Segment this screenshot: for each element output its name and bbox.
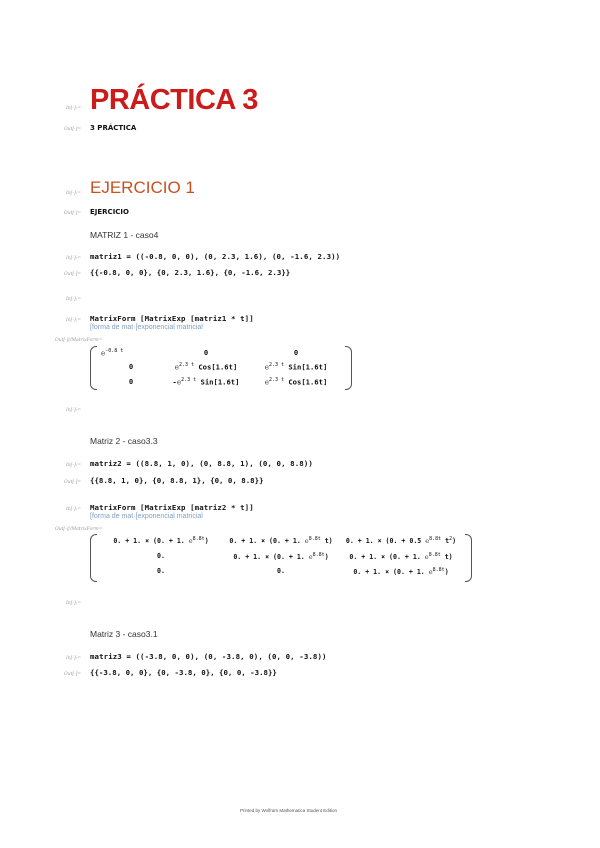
matriz1-result-matrix <box>90 346 352 390</box>
matrix-cell: 0. <box>277 567 285 576</box>
right-paren <box>345 346 352 390</box>
matrix-cell: 0 <box>128 362 134 372</box>
out-label: Out[-]= <box>64 211 82 216</box>
left-paren <box>90 346 97 390</box>
matriz3-input[interactable]: matriz3 = ((-3.8, 0, 0), (0, -3.8, 0), (0, 0, -3.8)) <box>90 652 327 661</box>
in-label: In[-]:= <box>66 256 81 261</box>
matriz1-output: {{-0.8, 0, 0}, {0, 2.3, 1.6}, {0, -1.6, 2.3}} <box>90 268 291 277</box>
matrix-cell: 0. + 1. × (0. + 1. $e^{8.8t}$ t) <box>349 551 453 561</box>
matrix-cell: 0 <box>128 376 134 386</box>
matrix-cell: 0. <box>157 567 165 576</box>
matrix-cell: $e^{2.3 t}$ Cos[1.6t] <box>174 362 238 372</box>
in-label: In[-]:= <box>66 318 81 323</box>
in-label: In[-]:= <box>66 106 81 111</box>
title-output: 3 PRÁCTICA <box>90 124 137 132</box>
matrix-cell: 0. <box>157 551 165 560</box>
matrix-cell: $e^{-0.8 t}$ <box>101 348 124 358</box>
matrix-cell: 0. + 1. × (0. + 1. $e^{8.8t}$) <box>233 551 329 561</box>
empty-in-label[interactable]: In[-]:= <box>66 408 81 413</box>
matriz1-heading[interactable]: MATRIZ 1 - caso4 <box>90 230 159 240</box>
out-label: Out[-]= <box>64 480 82 485</box>
right-paren <box>465 534 472 582</box>
matriz1-input[interactable]: matriz1 = ((-0.8, 0, 0), (0, 2.3, 1.6), (0, -1.6, 2.3)) <box>90 252 341 261</box>
matrix-cell: 0. + 1. × (0. + 0.5 $e^{8.8t}$ $t^2$) <box>345 536 457 546</box>
matriz2-matrixform-input[interactable]: MatrixForm [MatrixExp [matriz2 * t]] <box>90 503 254 512</box>
matriz2-heading[interactable]: Matriz 2 - caso3.3 <box>90 436 158 446</box>
out-label: Out[-]= <box>64 127 82 132</box>
matrix-cell: 0. + 1. × (0. + 1. $e^{8.8t}$ t) <box>229 536 333 546</box>
matrix-cell: $e^{2.3 t}$ Sin[1.6t] <box>264 362 328 372</box>
out-matrixform-label: Out[-]//MatrixForm= <box>55 338 103 343</box>
autocomplete-hint: [forma de mat·[exponencial matricial <box>90 513 203 520</box>
in-label: In[-]:= <box>66 507 81 512</box>
empty-in-label[interactable]: In[-]:= <box>66 297 81 302</box>
matriz2-result-matrix <box>90 534 472 582</box>
section-heading[interactable]: EJERCICIO 1 <box>90 178 195 197</box>
matrix-cell: 0 <box>203 348 209 357</box>
matrix-cell: 0. + 1. × (0. + 1. $e^{8.8t}$) <box>113 536 209 546</box>
matriz2-output: {{8.8, 1, 0}, {0, 8.8, 1}, {0, 0, 8.8}} <box>90 476 264 485</box>
matrix-cell: $-e^{2.3 t}$ Sin[1.6t] <box>172 376 240 387</box>
autocomplete-hint: [forma de mat·[exponencial matricial <box>90 324 203 331</box>
matriz3-output: {{-3.8, 0, 0}, {0, -3.8, 0}, {0, 0, -3.8}} <box>90 668 277 677</box>
page-title[interactable]: PRÁCTICA 3 <box>90 84 258 116</box>
matrix-cell: $e^{2.3 t}$ Cos[1.6t] <box>264 376 328 387</box>
matriz3-heading[interactable]: Matriz 3 - caso3.1 <box>90 629 158 639</box>
print-footer: Printed by Wolfram Mathematica Student Edition <box>240 808 337 813</box>
matriz1-matrixform-input[interactable]: MatrixForm [MatrixExp [matriz1 * t]] <box>90 314 254 323</box>
in-label: In[-]:= <box>66 656 81 661</box>
out-label: Out[-]= <box>64 672 82 677</box>
left-paren <box>90 534 97 582</box>
matrix-cell: 0. + 1. × (0. + 1. $e^{8.8t}$) <box>353 567 449 577</box>
matriz2-input[interactable]: matriz2 = ((8.8, 1, 0), (0, 8.8, 1), (0, 0, 8.8)) <box>90 459 313 468</box>
in-label: In[-]:= <box>66 191 81 196</box>
out-label: Out[-]= <box>64 272 82 277</box>
matrix-cell: 0 <box>293 348 299 357</box>
section-output: EJERCICIO <box>90 208 129 216</box>
empty-in-label[interactable]: In[-]:= <box>66 601 81 606</box>
in-label: In[-]:= <box>66 463 81 468</box>
out-matrixform-label: Out[-]//MatrixForm= <box>55 527 103 532</box>
